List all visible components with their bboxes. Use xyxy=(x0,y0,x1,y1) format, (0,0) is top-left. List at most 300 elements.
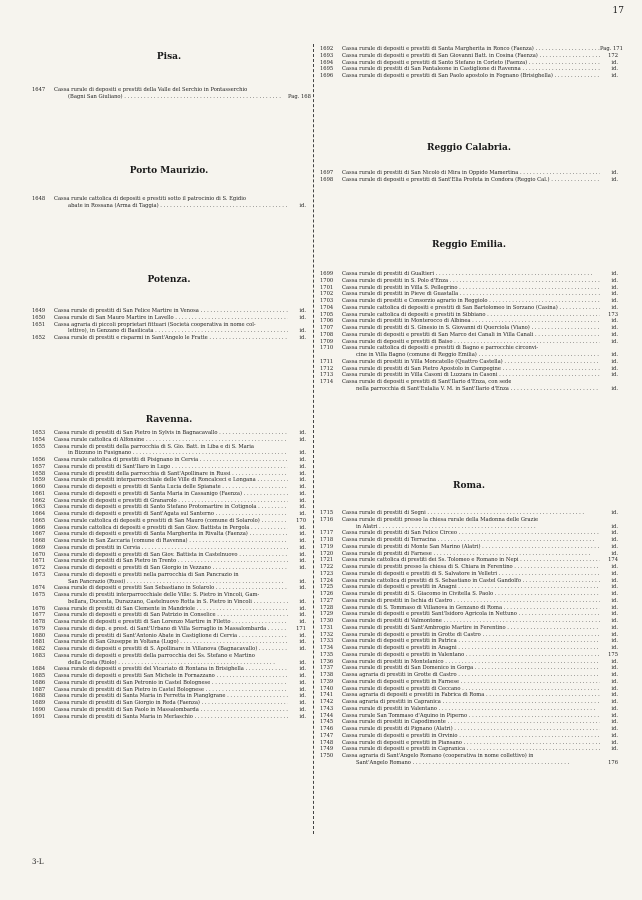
entry-text: Cassa rurale di prestiti di Terracina . . . xyxy=(342,537,600,544)
entry-text: Cassa rurale di S. Tommaso di Villanova in Genzano di Roma . . . xyxy=(342,605,600,612)
entry-page-ref: id. xyxy=(299,308,306,314)
entry-page-ref: id. xyxy=(611,672,618,678)
entry-page-ref: id. xyxy=(611,699,618,705)
entry-number: 1647 xyxy=(32,87,46,93)
entry-number: 1656 xyxy=(32,457,46,463)
entry-text: Cassa rurale cattolica di prestiti di S. Sebastiano in Castel Gandolfo . . . xyxy=(342,578,600,585)
entry-page-ref: id. xyxy=(611,59,618,66)
entry-page-ref: id. xyxy=(611,331,618,338)
entry-number: 1678 xyxy=(32,619,46,625)
entry-text: Cassa rurale di depositi e prestiti nella parrocchia di San Pancrazio in xyxy=(54,571,239,578)
entry-page-ref: id. xyxy=(611,385,618,392)
heading-roma: Roma. xyxy=(453,481,485,491)
entry-number: 1708 xyxy=(320,331,334,338)
entry-page-ref: id. xyxy=(299,544,306,551)
entry-text: Cassa rurale di depositi e prestiti in Valentano . . . xyxy=(342,652,600,659)
list-item xyxy=(32,653,306,660)
entry-text: Cassa rurale cattolica di depositi e prestiti sotto il patrocinio di S. Egidio xyxy=(54,196,247,202)
entry-text: Cassa rurale di depositi e prestiti in Piansano . . . xyxy=(342,740,600,747)
list-item xyxy=(320,578,618,585)
list-item xyxy=(32,87,306,94)
entry-number: 1664 xyxy=(32,511,46,517)
entry-text-continued: in Bizzuno in Fusignano . . . xyxy=(54,450,288,457)
entry-page-ref: 172 xyxy=(608,52,618,59)
list-item xyxy=(32,484,306,491)
list-item xyxy=(32,687,306,694)
entry-text: Cassa rurale di depositi e prestiti in Anagni . . . xyxy=(342,645,600,652)
entry-number: 1738 xyxy=(320,672,334,678)
footer-signature: 3-L xyxy=(32,858,44,866)
list-item xyxy=(320,73,618,80)
entry-text: Cassa rurale di depositi e prestiti di Sant'Elia Profeta in Condora (Reggio Cal.) . . . xyxy=(342,177,600,184)
entry-number: 1687 xyxy=(32,686,46,693)
entry-text: Cassa rurale di depositi e prestiti di San Lorenzo Martire in Filetto . . . xyxy=(54,619,288,626)
entry-page-ref: id. xyxy=(299,679,306,686)
entry-text: Cassa rurale di prestiti in Valentano . . . xyxy=(342,706,600,713)
list-item xyxy=(320,359,618,366)
list-item xyxy=(320,713,618,720)
entry-text: Cassa rurale di prestiti in Villa Casoni di Luzzara in Casoni . . . xyxy=(342,372,600,379)
list-item xyxy=(32,322,306,329)
entry-page-ref: id. xyxy=(611,577,618,584)
entry-page-ref: id. xyxy=(611,746,618,753)
list-item xyxy=(320,332,618,339)
list-item xyxy=(320,652,618,659)
entry-page-ref: 175 xyxy=(608,651,618,658)
entry-page-ref: id. xyxy=(611,584,618,591)
page-number: 17 xyxy=(612,6,624,16)
entry-number: 1719 xyxy=(320,543,334,550)
section-reggio-emilia xyxy=(320,240,618,393)
entry-page-ref: id. xyxy=(611,550,618,557)
entry-text: Cassa rurale di prestiti e risparmi in Sant'Angelo le Fratte . . . xyxy=(54,335,288,342)
entry-number: 1742 xyxy=(320,699,334,705)
list-item xyxy=(320,170,618,177)
entry-number: 1658 xyxy=(32,470,46,477)
entry-number: 1690 xyxy=(32,706,46,713)
entry-text: Cassa rurale di San Mauro Martire in Lavello . . . xyxy=(54,315,288,322)
entry-number: 1697 xyxy=(320,170,334,176)
entry-text: Cassa agraria di piccoli proprietari fittuari (Società cooperativa in nome col- xyxy=(54,321,256,328)
entry-text: Cassa rurale di prestiti di Santa Maria in Ferretta in Pianglgrane . . . xyxy=(54,693,288,700)
entry-text: Cassa rurale di depositi e prestiti di San Giorgio in Vezzano . . . xyxy=(54,565,288,572)
entry-text: Cassa rurale di depositi e prestiti in Grotte di Castro . . . xyxy=(342,632,600,639)
entry-text: Cassa rurale di prestiti di S. Ginesio in S. Giovanni di Querciola (Viano) . . . xyxy=(342,325,600,332)
list-item xyxy=(320,679,618,686)
entry-page-ref: id. xyxy=(611,685,618,692)
entry-text: Cassa rurale cattolica di depositi e prestiti in Sibbiano . . . xyxy=(342,312,600,319)
entry-text: Cassa rurale di prestiti in Ischia di Castro . . . xyxy=(342,598,600,605)
entry-text: Cassa rurale di depositi e prestiti di Sant'Agata sul Santerno . . . xyxy=(54,511,288,518)
list-item xyxy=(32,430,306,437)
list-item xyxy=(32,315,306,322)
entry-text: Cassa rurale di prestiti di Monte San Marino (Alatri) . . . xyxy=(342,544,600,551)
section-roma xyxy=(320,481,618,767)
entry-number: 1673 xyxy=(32,571,46,578)
list-item xyxy=(320,278,618,285)
list-item xyxy=(320,345,618,352)
entry-page-ref: id. xyxy=(611,570,618,577)
list-item xyxy=(32,504,306,511)
section-ravenna-continued xyxy=(320,46,623,80)
entry-number: 1705 xyxy=(320,311,334,318)
list-item xyxy=(320,271,618,278)
list-item xyxy=(32,619,306,626)
entry-text: Cassa rurale di depositi e prestiti in Orvinio . . . xyxy=(342,733,600,740)
list-item xyxy=(32,646,306,653)
entry-page-ref: id. xyxy=(299,605,306,612)
entry-number: 1652 xyxy=(32,335,46,341)
list-item xyxy=(32,565,306,572)
section-potenza xyxy=(32,275,306,342)
entry-page-ref: id. xyxy=(611,510,618,516)
list-item xyxy=(320,618,618,625)
entry-number: 1712 xyxy=(320,365,334,372)
entry-page-ref: id. xyxy=(299,314,306,321)
entry-page-ref: id. xyxy=(299,497,306,504)
entry-page-ref: id. xyxy=(299,477,306,484)
entry-number: 1681 xyxy=(32,639,46,646)
entry-text: Cassa rurale cattolica di depositi e prestiti di San Bartolomeo in Sorzano (Casina) . . . xyxy=(342,305,600,312)
entry-number: 1665 xyxy=(32,517,46,524)
list-item xyxy=(32,308,306,315)
entry-number: 1741 xyxy=(320,692,334,699)
entry-number: 1734 xyxy=(320,645,334,651)
entry-number: 1718 xyxy=(320,537,334,543)
entry-text: Cassa rurale di depositi e prestiti di San Marco dei Canali in Villa Canali . . . xyxy=(342,332,600,339)
entry-number: 1725 xyxy=(320,584,334,591)
list-item xyxy=(320,544,618,551)
entry-page-ref: id. xyxy=(299,490,306,497)
list-item xyxy=(320,753,618,760)
list-item xyxy=(320,530,618,537)
column-divider xyxy=(313,44,314,834)
entry-text: Cassa rurale cattolica di Alfonsine . . . xyxy=(54,437,288,444)
entry-text: Cassa rurale di prestiti in Capodimonte . . . xyxy=(342,719,600,726)
heading-potenza: Potenza. xyxy=(147,275,191,285)
entry-page-ref: id. xyxy=(299,524,306,531)
list-item xyxy=(320,584,618,591)
entry-page-ref: id. xyxy=(611,618,618,624)
entry-number: 1740 xyxy=(320,685,334,692)
entry-text: Cassa rurale di prestiti di Sant'Antonio Abate in Castiglione di Cervia . . . xyxy=(54,633,288,640)
entry-page-ref: id. xyxy=(611,543,618,550)
entry-text: Cassa rurale di prestiti di San Felice Martire in Venosa . . . xyxy=(54,308,288,315)
list-item xyxy=(32,491,306,498)
entry-number: 1717 xyxy=(320,530,334,537)
entry-number: 1726 xyxy=(320,591,334,597)
heading-pisa: Pisa. xyxy=(156,52,182,62)
list-item xyxy=(320,632,618,639)
list-item xyxy=(320,510,618,517)
entry-number: 1701 xyxy=(320,284,334,291)
entry-number: 1672 xyxy=(32,565,46,571)
entry-page-ref: id. xyxy=(299,646,306,652)
entry-text: Cassa rurale di prestiti di San Nicolò di Mira in Oppido Mamertina . . . xyxy=(342,170,600,177)
list-item-continuation xyxy=(32,328,306,335)
list-item xyxy=(320,53,618,60)
entry-text: Cassa rurale di depositi e prestiti di San Patrizio in Conselice . . . xyxy=(54,612,288,619)
entry-number: 1679 xyxy=(32,625,46,632)
list-item xyxy=(320,551,618,558)
entry-number: 1732 xyxy=(320,631,334,638)
entry-number: 1661 xyxy=(32,490,46,497)
entry-text: Cassa rurale di prestiti in Pieve di Guastalla . . . xyxy=(342,291,600,298)
list-item xyxy=(320,746,618,753)
list-item xyxy=(320,60,618,67)
entry-page-ref: id. xyxy=(611,298,618,304)
entry-text: Cassa rurale di prestiti di San Pietro in Sylvis in Bagnacavallo . . . xyxy=(54,430,288,437)
entry-number: 1668 xyxy=(32,538,46,544)
entry-number: 1704 xyxy=(320,304,334,311)
entry-page-ref: id. xyxy=(611,597,618,604)
list-item xyxy=(320,665,618,672)
list-item xyxy=(320,591,618,598)
entry-number: 1693 xyxy=(320,52,334,59)
entry-text: Cassa rurale di prestiti in Monterocco di Albinea . . . xyxy=(342,318,600,325)
entry-number: 1662 xyxy=(32,497,46,504)
list-item xyxy=(32,626,306,633)
entry-number: 1688 xyxy=(32,693,46,700)
entry-number: 1684 xyxy=(32,666,46,673)
entry-text: Cassa rurale in San Zaccaria (comune di Ravenna) . . . xyxy=(54,538,288,545)
entry-number: 1713 xyxy=(320,372,334,379)
entry-number: 1666 xyxy=(32,524,46,531)
entry-number: 1706 xyxy=(320,318,334,325)
entry-page-ref: id. xyxy=(299,565,306,571)
list-item xyxy=(320,366,618,373)
heading-reggio-emilia: Reggio Emilia. xyxy=(432,240,506,250)
entry-page-ref: id. xyxy=(299,457,306,463)
list-item xyxy=(32,471,306,478)
entry-number: 1660 xyxy=(32,484,46,490)
entry-text: Cassa rurale di prestiti di S. Giacomo in Civitella S. Paolo . . . xyxy=(342,591,600,598)
list-item xyxy=(320,291,618,298)
list-item xyxy=(320,726,618,733)
entry-text: Cassa rurale di depositi e prestiti in Capranica . . . xyxy=(342,746,600,753)
list-item xyxy=(320,339,618,346)
entry-page-ref: id. xyxy=(611,73,618,79)
entry-text: Cassa rurale di depositi e prestiti del Vicariato di Rontana in Brisighella . . . xyxy=(54,666,288,673)
entry-page-ref: id. xyxy=(299,328,306,335)
list-item xyxy=(32,511,306,518)
entry-text-continued: bellara, Ducenta, Durazzano, Castelnuovo Rotta in S. Pietro in Vincoli . . . xyxy=(54,599,288,606)
entry-text: Cassa rurale di depositi e prestiti Sant'Isidoro Agricola in Nettuno . . . xyxy=(342,611,600,618)
list-item xyxy=(320,638,618,645)
list-item xyxy=(320,537,618,544)
entry-number: 1731 xyxy=(320,624,334,631)
entry-page-ref: id. xyxy=(299,585,306,592)
heading-ravenna: Ravenna. xyxy=(145,415,193,425)
entry-number: 1657 xyxy=(32,463,46,470)
entry-page-ref: id. xyxy=(299,598,306,605)
entry-text: Cassa rurale di prestiti in Montelanico . . . xyxy=(342,659,600,666)
entry-number: 1674 xyxy=(32,585,46,592)
entry-number: 1735 xyxy=(320,651,334,658)
list-item xyxy=(32,592,306,599)
list-item xyxy=(320,719,618,726)
entry-page-ref: id. xyxy=(611,284,618,291)
entry-number: 1749 xyxy=(320,746,334,753)
entry-page-ref: id. xyxy=(611,537,618,543)
entry-page-ref: 171 xyxy=(296,625,306,632)
list-item xyxy=(32,335,306,342)
entry-text-continued: lettivo), in Genzano di Basilicata . . . xyxy=(54,328,288,335)
entry-text: Cassa rurale cattolica di depositi e prestiti di San Mauro (comune di Solarolo) . . . xyxy=(54,518,288,525)
entry-page-ref: id. xyxy=(611,658,618,665)
entry-text: Cassa rurale di prestiti interparrocchiale delle Ville di Roncalceci e Longana . . . xyxy=(54,477,288,484)
entry-text: Cassa rurale di prestiti della parrocchia di Sant'Apollinare in Russi . . . xyxy=(54,471,288,478)
entry-text-continued: della Costa (Riolo) . . . xyxy=(54,660,288,667)
entry-page-ref: 174 xyxy=(608,557,618,564)
entry-page-ref: id. xyxy=(299,700,306,706)
entry-text: Cassa rurale di prestiti di Sant'Ilaro in Lugo . . . xyxy=(54,464,288,471)
entry-text: Cassa rurale di depositi e prestiti in Farnese . . . xyxy=(342,679,600,686)
entry-text: Cassa rurale di San Giuseppe in Voltana (Lugo) . . . xyxy=(54,639,288,646)
entry-number: 1695 xyxy=(320,66,334,73)
entry-page-ref: id. xyxy=(611,358,618,365)
entry-text: Cassa rurale di prestiti in Villa Moncatello (Quattro Castella) . . . xyxy=(342,359,600,366)
entry-page-ref: id. xyxy=(299,632,306,639)
list-item-continuation xyxy=(320,352,618,359)
list-item xyxy=(32,538,306,545)
entry-page-ref: id. xyxy=(611,739,618,746)
list-item xyxy=(32,558,306,565)
list-item xyxy=(320,645,618,652)
entry-text: Cassa rurale di prestiti di Santa Maria in Merlaschio . . . xyxy=(54,714,288,721)
entry-text: Cassa rurale di depositi e prestiti di Santa Maria in Cassanigo (Faenza) . . . xyxy=(54,491,288,498)
list-item xyxy=(320,692,618,699)
entry-text: Cassa rurale di depositi e prestiti di Santo Stefano in Corleto (Faenza) . . . xyxy=(342,60,600,67)
entry-page-ref: id. xyxy=(299,706,306,713)
list-item xyxy=(320,285,618,292)
entry-number: 1739 xyxy=(320,678,334,685)
list-item xyxy=(32,444,306,451)
section-reggio-calabria xyxy=(320,143,618,184)
entry-page-ref: id. xyxy=(611,372,618,379)
entry-text: Cassa rurale di prestiti di Farnese . . . xyxy=(342,551,600,558)
entry-page-ref: Pag. 168 xyxy=(288,93,311,100)
entry-text: Cassa rurale di prestiti di San Pietro Apostolo in Campegine . . . xyxy=(342,366,600,373)
entry-page-ref: id. xyxy=(611,352,618,358)
entry-text: Cassa rurale di prestiti di San Giorgio in Reda (Faenza) . . . xyxy=(54,700,288,707)
list-item xyxy=(320,298,618,305)
entry-page-ref: id. xyxy=(299,673,306,679)
entry-text: Cassa rurale cattolica di depositi e prestiti di San Giov. Battista in Pergola . . . xyxy=(54,525,288,532)
entry-text: Cassa rurale di prestiti di Pignano (Alatri) . . . xyxy=(342,726,600,733)
entry-text: Cassa agraria di Sant'Angelo Romano (cooperativa in nome collettivo) in xyxy=(342,753,534,759)
list-item xyxy=(32,464,306,471)
entry-text: Cassa rurale di prestiti di San Paolo in Massalombarda . . . xyxy=(54,707,288,714)
entry-page-ref: id. xyxy=(611,726,618,732)
entry-text: Cassa rurale di prestiti di San Felice Circeo . . . xyxy=(342,530,600,537)
list-item-continuation xyxy=(32,579,306,586)
list-item xyxy=(32,477,306,484)
list-item xyxy=(320,605,618,612)
entry-page-ref: id. xyxy=(611,325,618,331)
entry-text: Cassa rurale di prestiti interparrocchiale delle Ville: S. Pietro in Vincoli, Gam- xyxy=(54,592,260,598)
entry-number: 1677 xyxy=(32,612,46,619)
entry-text-continued: abate in Rossana (Arma di Taggia) . . . xyxy=(54,203,288,210)
list-item xyxy=(320,372,618,379)
entry-number: 1683 xyxy=(32,652,46,659)
entry-number: 1727 xyxy=(320,597,334,604)
entry-number: 1648 xyxy=(32,196,46,202)
entry-text: Cassa rurale cattolica di prestiti dei Ss. Tolomeo e Romano in Nepi . . . xyxy=(342,557,600,564)
section-pisa xyxy=(32,52,311,101)
list-item-continuation xyxy=(32,450,306,457)
entry-text: Cassa rurale di depositi e prestiti di Granarolo . . . xyxy=(54,498,288,505)
entry-number: 1654 xyxy=(32,436,46,443)
list-item xyxy=(32,498,306,505)
entry-number: 1744 xyxy=(320,712,334,719)
entry-number: 1707 xyxy=(320,325,334,331)
entry-text: Cassa rurale cattolica di prestiti di Pisignano in Cervia . . . xyxy=(54,457,288,464)
list-item xyxy=(320,325,618,332)
entry-page-ref: 173 xyxy=(608,311,618,318)
entry-number: 1663 xyxy=(32,504,46,511)
list-item xyxy=(320,706,618,713)
entry-number: 1659 xyxy=(32,477,46,484)
list-item xyxy=(32,680,306,687)
entry-page-ref: id. xyxy=(611,523,618,530)
entry-text: Cassa rurale di prestiti in Cervia . . . xyxy=(54,545,288,552)
list-item xyxy=(320,517,618,524)
entry-page-ref: id. xyxy=(611,591,618,597)
entry-text: Cassa rurale di depositi e prestiti di S. Salvatore in Velletri . . . xyxy=(342,571,600,578)
entry-page-ref: id. xyxy=(299,430,306,436)
entry-text: Cassa rurale di depositi e prestiti di Santa Margherita in Rivalta (Faenza) . . . xyxy=(54,531,288,538)
entry-page-ref: id. xyxy=(299,531,306,538)
heading-porto-maurizio: Porto Maurizio. xyxy=(129,166,209,176)
entry-page-ref: id. xyxy=(299,693,306,700)
list-item xyxy=(32,693,306,700)
entry-page-ref: id. xyxy=(299,450,306,457)
entry-text-continued: (Bagni San Giuliano) . . . xyxy=(54,94,288,101)
entry-page-ref: id. xyxy=(299,578,306,585)
entry-number: 1699 xyxy=(320,271,334,277)
list-item xyxy=(32,196,306,203)
entry-number: 1667 xyxy=(32,531,46,538)
entry-number: 1670 xyxy=(32,551,46,558)
entry-text: Cassa rurale di prestiti di Segni . . . xyxy=(342,510,600,517)
list-item xyxy=(32,700,306,707)
entry-number: 1691 xyxy=(32,713,46,720)
list-item xyxy=(320,305,618,312)
entry-text: Cassa rurale di prestiti di San Petronio in Castel Bolognese . . . xyxy=(54,680,288,687)
list-item xyxy=(320,571,618,578)
entry-text: Cassa rurale di depositi e prestiti della Valle del Serchio in Pontasserchio xyxy=(54,87,248,93)
entry-text: Cassa rurale di prestiti di Gualtieri . . . xyxy=(342,271,600,278)
list-item xyxy=(320,740,618,747)
entry-number: 1682 xyxy=(32,646,46,652)
entry-number: 1669 xyxy=(32,544,46,551)
entry-page-ref: id. xyxy=(299,335,306,341)
entry-number: 1722 xyxy=(320,564,334,570)
list-item xyxy=(32,633,306,640)
entry-page-ref: id. xyxy=(611,665,618,672)
list-item xyxy=(320,625,618,632)
list-item xyxy=(320,659,618,666)
entry-page-ref: id. xyxy=(299,436,306,443)
entry-page-ref: id. xyxy=(611,678,618,685)
entry-number: 1650 xyxy=(32,314,46,321)
list-item-continuation xyxy=(32,599,306,606)
entry-page-ref: id. xyxy=(611,645,618,651)
list-item xyxy=(320,733,618,740)
entry-text: Cassa rurale di depositi e prestiti di Sant'Ilario d'Enza, con sede xyxy=(342,379,512,385)
entry-number: 1714 xyxy=(320,379,334,385)
